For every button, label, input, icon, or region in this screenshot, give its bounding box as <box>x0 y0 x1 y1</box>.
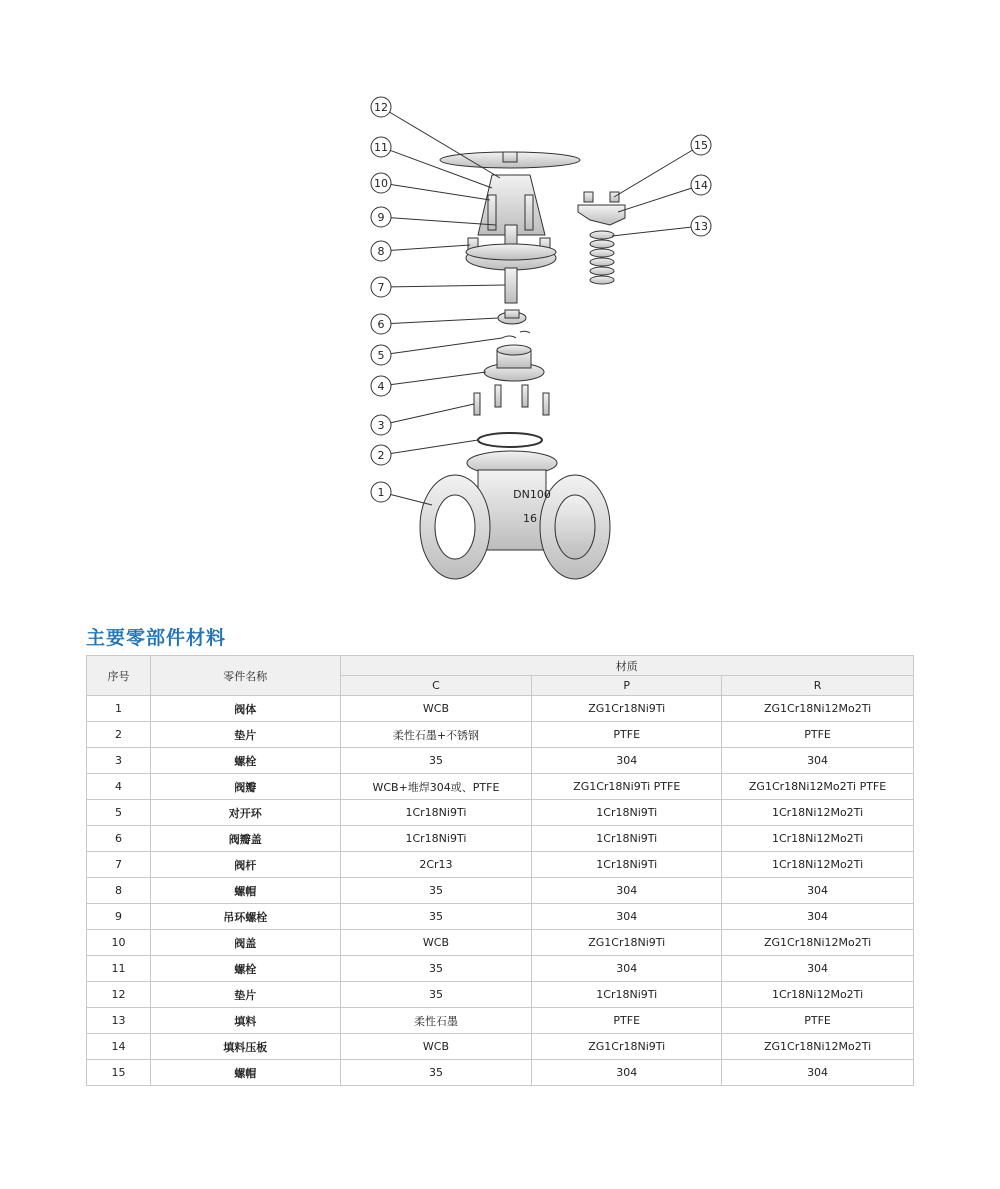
callout-leader-line <box>391 245 470 250</box>
cell-material-p: 1Cr18Ni9Ti <box>532 826 722 852</box>
cell-material-r: 304 <box>722 1060 914 1086</box>
callout-leader-line <box>391 218 496 225</box>
cell-index: 12 <box>87 982 151 1008</box>
cell-material-c: WCB+堆焊304或、PTFE <box>340 774 532 800</box>
cell-part-name: 阀杆 <box>150 852 340 878</box>
callout-leader-line <box>618 188 691 212</box>
cell-material-p: 304 <box>532 904 722 930</box>
table-row <box>87 904 914 930</box>
cell-index: 11 <box>87 956 151 982</box>
cell-material-p: ZG1Cr18Ni9Ti <box>532 1034 722 1060</box>
table-row <box>87 774 914 800</box>
cell-material-r: 304 <box>722 956 914 982</box>
gasket <box>478 433 542 447</box>
cell-material-p: 304 <box>532 956 722 982</box>
cell-material-c: 2Cr13 <box>340 852 532 878</box>
cell-material-p: 304 <box>532 878 722 904</box>
table-row <box>87 852 914 878</box>
cell-material-c: 35 <box>340 982 532 1008</box>
cell-index: 3 <box>87 748 151 774</box>
cell-part-name: 螺栓 <box>150 748 340 774</box>
cell-index: 13 <box>87 1008 151 1034</box>
cell-material-c: 1Cr18Ni9Ti <box>340 800 532 826</box>
table-row <box>87 800 914 826</box>
cell-material-r: ZG1Cr18Ni12Mo2Ti <box>722 1034 914 1060</box>
cell-material-p: ZG1Cr18Ni9Ti <box>532 696 722 722</box>
table-row <box>87 722 914 748</box>
cell-part-name: 阀盖 <box>150 930 340 956</box>
callout-leader-line <box>391 372 486 385</box>
header-material: 材质 <box>340 656 913 676</box>
cell-material-r: 1Cr18Ni12Mo2Ti <box>722 800 914 826</box>
cell-material-p: 1Cr18Ni9Ti <box>532 852 722 878</box>
callout-leader-line <box>391 404 474 423</box>
cell-material-r: 1Cr18Ni12Mo2Ti <box>722 826 914 852</box>
callout-leader-line <box>391 440 478 453</box>
cell-material-c: WCB <box>340 696 532 722</box>
cell-part-name: 垫片 <box>150 982 340 1008</box>
callout-label: 9 <box>377 211 385 224</box>
cell-index: 2 <box>87 722 151 748</box>
callout-leader-line <box>391 318 498 323</box>
header-index: 序号 <box>87 656 151 696</box>
cell-part-name: 吊环螺栓 <box>150 904 340 930</box>
header-material-r: R <box>722 676 914 696</box>
valve-body <box>420 451 610 579</box>
cell-material-c: 35 <box>340 956 532 982</box>
valve-stem <box>505 268 517 303</box>
cell-material-c: 1Cr18Ni9Ti <box>340 826 532 852</box>
callout-leader-line <box>391 185 490 200</box>
header-material-c: C <box>340 676 532 696</box>
cell-part-name: 对开环 <box>150 800 340 826</box>
cell-index: 6 <box>87 826 151 852</box>
cell-part-name: 螺帽 <box>150 878 340 904</box>
callout-label: 3 <box>377 419 385 432</box>
callout-label: 11 <box>374 141 388 154</box>
cell-material-p: 1Cr18Ni9Ti <box>532 800 722 826</box>
cell-material-r: ZG1Cr18Ni12Mo2Ti <box>722 696 914 722</box>
cell-index: 14 <box>87 1034 151 1060</box>
cell-material-c: 35 <box>340 904 532 930</box>
cell-material-c: 35 <box>340 1060 532 1086</box>
cell-part-name: 填料 <box>150 1008 340 1034</box>
cell-material-r: 304 <box>722 878 914 904</box>
callout-leader-line <box>614 150 692 197</box>
cell-material-r: ZG1Cr18Ni12Mo2Ti PTFE <box>722 774 914 800</box>
cell-material-p: ZG1Cr18Ni9Ti <box>532 930 722 956</box>
cell-index: 10 <box>87 930 151 956</box>
cell-index: 5 <box>87 800 151 826</box>
cell-part-name: 阀瓣 <box>150 774 340 800</box>
cell-index: 7 <box>87 852 151 878</box>
callout-label: 14 <box>694 179 708 192</box>
packing-rings <box>590 231 614 284</box>
table-row <box>87 878 914 904</box>
cell-part-name: 填料压板 <box>150 1034 340 1060</box>
callout-label: 15 <box>694 139 708 152</box>
yoke-assembly <box>466 175 556 270</box>
cell-index: 1 <box>87 696 151 722</box>
callout-label: 1 <box>377 486 385 499</box>
cell-part-name: 螺帽 <box>150 1060 340 1086</box>
cell-part-name: 阀体 <box>150 696 340 722</box>
callout-leader-line <box>391 338 502 354</box>
table-row <box>87 1008 914 1034</box>
disc-cover <box>498 310 526 324</box>
cell-material-r: PTFE <box>722 722 914 748</box>
cell-material-p: 1Cr18Ni9Ti <box>532 982 722 1008</box>
split-ring <box>502 331 530 338</box>
valve-disc <box>484 345 544 381</box>
cell-material-c: 柔性石墨 <box>340 1008 532 1034</box>
cell-material-r: 304 <box>722 904 914 930</box>
section-title: 主要零部件材料 <box>86 627 227 649</box>
callout-label: 5 <box>377 349 385 362</box>
cell-part-name: 螺栓 <box>150 956 340 982</box>
cell-material-p: PTFE <box>532 722 722 748</box>
callout-label: 13 <box>694 220 708 233</box>
table-row <box>87 930 914 956</box>
callout-label: 12 <box>374 101 388 114</box>
table-row <box>87 826 914 852</box>
cell-part-name: 垫片 <box>150 722 340 748</box>
callout-label: 10 <box>374 177 388 190</box>
table-row <box>87 696 914 722</box>
cell-material-c: 35 <box>340 878 532 904</box>
table-row <box>87 982 914 1008</box>
table-row <box>87 748 914 774</box>
cell-material-c: 35 <box>340 748 532 774</box>
table-row <box>87 1034 914 1060</box>
callout-label: 4 <box>377 380 385 393</box>
bolts <box>474 385 549 415</box>
cell-index: 15 <box>87 1060 151 1086</box>
cell-material-p: PTFE <box>532 1008 722 1034</box>
cell-material-c: WCB <box>340 1034 532 1060</box>
cell-index: 4 <box>87 774 151 800</box>
callout-label: 2 <box>377 449 385 462</box>
callout-leader-line <box>390 112 500 178</box>
body-marking: DN100 <box>513 488 551 501</box>
cell-material-r: PTFE <box>722 1008 914 1034</box>
cell-material-r: 1Cr18Ni12Mo2Ti <box>722 852 914 878</box>
table-row <box>87 956 914 982</box>
materials-table <box>86 655 914 1086</box>
body-number: 16 <box>523 512 537 525</box>
callout-leader-line <box>612 227 691 236</box>
cell-material-c: WCB <box>340 930 532 956</box>
cell-material-c: 柔性石墨+不锈钢 <box>340 722 532 748</box>
packing-gland <box>578 192 625 225</box>
cell-part-name: 阀瓣盖 <box>150 826 340 852</box>
cell-material-p: 304 <box>532 1060 722 1086</box>
cell-material-p: ZG1Cr18Ni9Ti PTFE <box>532 774 722 800</box>
callout-label: 7 <box>377 281 385 294</box>
cell-material-p: 304 <box>532 748 722 774</box>
cell-index: 8 <box>87 878 151 904</box>
callout-label: 6 <box>377 318 385 331</box>
cell-material-r: ZG1Cr18Ni12Mo2Ti <box>722 930 914 956</box>
header-part-name: 零件名称 <box>150 656 340 696</box>
cell-index: 9 <box>87 904 151 930</box>
cell-material-r: 304 <box>722 748 914 774</box>
header-material-p: P <box>532 676 722 696</box>
callout-label: 8 <box>377 245 385 258</box>
table-row <box>87 1060 914 1086</box>
callout-leader-line <box>391 285 505 287</box>
cell-material-r: 1Cr18Ni12Mo2Ti <box>722 982 914 1008</box>
